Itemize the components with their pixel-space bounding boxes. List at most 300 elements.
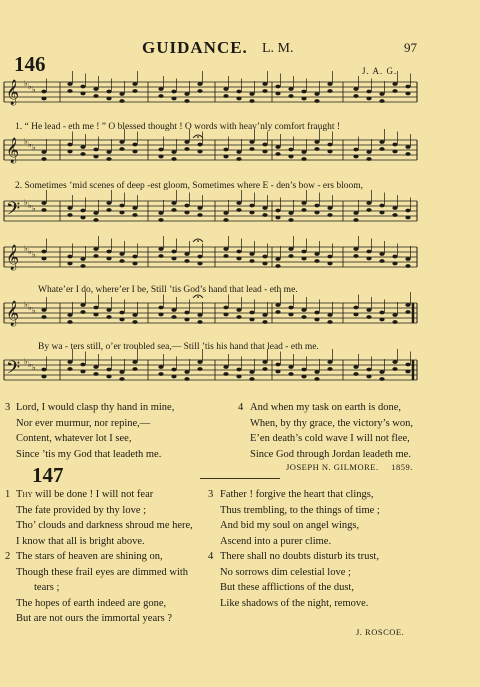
note-head (301, 308, 306, 312)
flat-icon: ♭ (24, 79, 28, 88)
note-head (80, 264, 85, 268)
note-head (366, 368, 371, 372)
flat-icon: ♭ (28, 247, 32, 256)
note-head (223, 365, 228, 369)
note-head (262, 313, 267, 317)
verse-line: E’en death’s cold wave I will not flee, (250, 433, 410, 444)
note-head (379, 211, 384, 215)
author-name: JOSEPH N. GILMORE. (286, 462, 379, 472)
note-head (366, 208, 371, 212)
note-head (262, 150, 267, 154)
note-head (80, 209, 85, 213)
note-head (158, 218, 163, 222)
note-head (223, 306, 228, 310)
note-head (119, 377, 124, 381)
note-head (249, 140, 254, 144)
note-head (184, 92, 189, 96)
verse-number: 4 (208, 551, 214, 562)
hymn147-verse-1 (5, 487, 220, 549)
flat-icon: ♭ (32, 85, 36, 94)
note-head (262, 255, 267, 259)
note-head (106, 150, 111, 154)
note-head (366, 157, 371, 161)
note-head (236, 257, 241, 261)
note-head (223, 218, 228, 222)
fermata-dot (197, 240, 199, 242)
verse-line: Father ! forgive the heart that clings, (220, 489, 374, 500)
note-head (379, 370, 384, 374)
note-head (236, 208, 241, 212)
note-head (275, 370, 280, 374)
verse-number: 4 (238, 402, 244, 413)
note-head (236, 90, 241, 94)
note-head (353, 94, 358, 98)
note-head (93, 365, 98, 369)
note-head (158, 87, 163, 91)
note-head (262, 89, 267, 93)
note-head (288, 365, 293, 369)
verse-line: There shall no doubts disturb its trust, (220, 551, 379, 562)
note-head (405, 264, 410, 268)
note-head (288, 306, 293, 310)
verse-line: No sorrows dim celestial love ; (220, 566, 351, 578)
note-head (314, 370, 319, 374)
note-head (314, 140, 319, 144)
note-head (236, 97, 241, 101)
note-head (67, 367, 72, 371)
note-head (184, 147, 189, 151)
note-head (249, 311, 254, 315)
note-head (353, 155, 358, 159)
note-head (93, 148, 98, 152)
note-head (106, 375, 111, 379)
note-head (158, 247, 163, 251)
note-head (67, 262, 72, 266)
note-head (197, 213, 202, 217)
note-head (80, 145, 85, 149)
note-head (379, 311, 384, 315)
note-head (275, 92, 280, 96)
note-head (171, 375, 176, 379)
note-head (314, 311, 319, 315)
note-head (301, 368, 306, 372)
note-head (392, 213, 397, 217)
note-head (392, 313, 397, 317)
flat-icon: ♭ (24, 137, 28, 146)
note-head (353, 254, 358, 258)
note-head (379, 147, 384, 151)
note-head (197, 262, 202, 266)
note-head (41, 150, 46, 154)
note-head (405, 303, 410, 307)
note-head (275, 145, 280, 149)
note-head (106, 208, 111, 212)
note-head (67, 320, 72, 324)
note-head (262, 82, 267, 86)
note-head (41, 308, 46, 312)
note-head (41, 208, 46, 212)
note-head (80, 363, 85, 367)
note-head (379, 377, 384, 381)
verse-line: Like shadows of the night, remove. (220, 597, 369, 609)
note-head (197, 313, 202, 317)
note-head (171, 368, 176, 372)
note-head (405, 152, 410, 156)
note-head (366, 97, 371, 101)
note-head (262, 206, 267, 210)
note-head (67, 89, 72, 93)
note-head (80, 92, 85, 96)
note-head (392, 262, 397, 266)
note-head (288, 155, 293, 159)
note-head (158, 211, 163, 215)
note-head (327, 206, 332, 210)
note-head (119, 99, 124, 103)
note-head (93, 247, 98, 251)
flat-icon: ♭ (32, 250, 36, 259)
note-head (171, 201, 176, 205)
note-head (119, 311, 124, 315)
note-head (158, 148, 163, 152)
note-head (379, 99, 384, 103)
hymn147-verse-4 (208, 549, 473, 611)
note-head (197, 255, 202, 259)
flat-icon: ♭ (24, 198, 28, 207)
note-head (327, 82, 332, 86)
note-head (41, 375, 46, 379)
note-head (353, 211, 358, 215)
verse-line: tears ; (34, 582, 60, 593)
note-head (366, 90, 371, 94)
note-head (158, 155, 163, 159)
note-head (353, 313, 358, 317)
note-head (275, 257, 280, 261)
note-head (392, 89, 397, 93)
note-head (197, 360, 202, 364)
verse-line: Since God through Jordan leadeth me. (250, 448, 411, 460)
note-head (41, 368, 46, 372)
note-head (197, 82, 202, 86)
flat-icon: ♭ (32, 306, 36, 315)
author-signature (286, 462, 413, 472)
note-head (405, 85, 410, 89)
verse-number: 3 (208, 489, 214, 500)
note-head (314, 204, 319, 208)
note-head (353, 87, 358, 91)
note-head (392, 367, 397, 371)
note-head (223, 247, 228, 251)
note-head (288, 372, 293, 376)
note-head (223, 372, 228, 376)
note-head (314, 377, 319, 381)
note-head (236, 150, 241, 154)
note-head (236, 368, 241, 372)
note-head (379, 252, 384, 256)
note-head (392, 82, 397, 86)
note-head (301, 208, 306, 212)
note-head (262, 367, 267, 371)
note-head (41, 201, 46, 205)
note-head (379, 318, 384, 322)
note-head (197, 320, 202, 324)
note-head (314, 147, 319, 151)
note-head (275, 152, 280, 156)
note-head (366, 257, 371, 261)
note-head (249, 370, 254, 374)
note-head (132, 320, 137, 324)
note-head (379, 140, 384, 144)
note-head (327, 320, 332, 324)
note-head (41, 315, 46, 319)
note-head (197, 89, 202, 93)
flat-icon: ♭ (24, 300, 28, 309)
note-head (223, 148, 228, 152)
note-head (249, 318, 254, 322)
note-head (275, 85, 280, 89)
note-head (288, 254, 293, 258)
note-head (236, 250, 241, 254)
verse-line: I know that all is bright above. (16, 535, 145, 547)
note-head (249, 211, 254, 215)
hymn-number: 146 (14, 52, 46, 76)
note-head (41, 97, 46, 101)
note-head (184, 211, 189, 215)
note-head (119, 140, 124, 144)
note-head (184, 318, 189, 322)
note-head (288, 218, 293, 222)
note-head (132, 206, 137, 210)
note-head (132, 89, 137, 93)
note-head (249, 99, 254, 103)
flat-icon: ♭ (24, 357, 28, 366)
note-head (288, 87, 293, 91)
note-head (327, 143, 332, 147)
note-head (392, 320, 397, 324)
note-head (236, 315, 241, 319)
note-head (67, 206, 72, 210)
note-head (301, 315, 306, 319)
note-head (93, 254, 98, 258)
lyric-line-3: Whate’er I do, where’er I be, Still ’tis God’s hand that lead - eth me. (38, 285, 298, 295)
note-head (262, 262, 267, 266)
verse-line: And when my task on earth is done, (250, 402, 402, 413)
note-head (288, 247, 293, 251)
note-head (366, 250, 371, 254)
note-head (119, 211, 124, 215)
note-head (41, 250, 46, 254)
note-head (405, 145, 410, 149)
note-head (184, 370, 189, 374)
note-head (249, 92, 254, 96)
note-head (67, 213, 72, 217)
note-head (301, 90, 306, 94)
note-head (158, 94, 163, 98)
note-head (132, 367, 137, 371)
note-head (275, 303, 280, 307)
note-head (405, 370, 410, 374)
note-head (327, 313, 332, 317)
note-head (132, 313, 137, 317)
note-head (41, 257, 46, 261)
note-head (275, 363, 280, 367)
note-head (366, 315, 371, 319)
note-head (223, 313, 228, 317)
note-head (405, 216, 410, 220)
note-head (314, 211, 319, 215)
flat-icon: ♭ (28, 360, 32, 369)
note-head (41, 157, 46, 161)
note-head (132, 262, 137, 266)
note-head (236, 157, 241, 161)
note-head (314, 252, 319, 256)
hymn147-verse-2 (5, 549, 230, 627)
flat-icon: ♭ (28, 82, 32, 91)
note-head (379, 204, 384, 208)
note-head (288, 94, 293, 98)
note-head (184, 311, 189, 315)
note-head (275, 264, 280, 268)
verse-number: 3 (5, 402, 11, 413)
verse-line: The stars of heaven are shining on, (16, 551, 163, 562)
note-head (171, 90, 176, 94)
note-head (327, 150, 332, 154)
first-word: Thy (16, 489, 33, 500)
note-head (353, 148, 358, 152)
note-head (405, 257, 410, 261)
note-head (158, 372, 163, 376)
note-head (301, 257, 306, 261)
note-head (119, 370, 124, 374)
note-head (353, 372, 358, 376)
treble-clef-icon: 𝄞 (6, 245, 20, 270)
hymn146-verse-4 (238, 400, 473, 462)
note-head (80, 85, 85, 89)
note-head (41, 90, 46, 94)
note-head (184, 99, 189, 103)
note-head (67, 313, 72, 317)
note-head (301, 201, 306, 205)
note-head (379, 92, 384, 96)
note-head (223, 87, 228, 91)
flat-icon: ♭ (24, 244, 28, 253)
note-head (197, 143, 202, 147)
note-head (67, 150, 72, 154)
verse-line: Ascend into a purer clime. (220, 535, 332, 547)
note-head (67, 82, 72, 86)
note-head (327, 213, 332, 217)
fermata-dot (197, 136, 199, 138)
note-head (119, 252, 124, 256)
note-head (80, 370, 85, 374)
note-head (197, 150, 202, 154)
note-head (171, 157, 176, 161)
note-head (366, 201, 371, 205)
note-head (67, 143, 72, 147)
hymn-number: 147 (32, 463, 64, 487)
author-year: 1859. (391, 462, 413, 472)
note-head (106, 201, 111, 205)
note-head (93, 155, 98, 159)
verse-line: Content, whatever lot I see, (16, 433, 132, 444)
note-head (301, 250, 306, 254)
note-head (353, 365, 358, 369)
note-head (249, 147, 254, 151)
note-head (171, 208, 176, 212)
note-head (106, 250, 111, 254)
note-head (93, 87, 98, 91)
note-head (197, 367, 202, 371)
note-head (249, 252, 254, 256)
note-head (119, 318, 124, 322)
note-head (392, 360, 397, 364)
hymn146-verse-3 (5, 400, 225, 462)
note-head (67, 255, 72, 259)
verse-line: Tho’ clouds and darkness shroud me here, (16, 520, 193, 531)
composer-credit: J. A. G. (362, 66, 398, 76)
note-head (223, 254, 228, 258)
note-head (184, 259, 189, 263)
note-head (327, 255, 332, 259)
note-head (184, 252, 189, 256)
note-head (80, 303, 85, 307)
bass-clef-icon: 𝄢 (6, 199, 21, 224)
verse-line: And bid my soul on angel wings, (220, 520, 360, 531)
hymn-meter: L. M. (262, 41, 294, 56)
bass-clef-icon: 𝄢 (6, 358, 21, 383)
note-head (171, 257, 176, 261)
note-head (366, 150, 371, 154)
note-head (236, 201, 241, 205)
treble-clef-icon: 𝄞 (6, 301, 20, 326)
note-head (67, 360, 72, 364)
note-head (106, 97, 111, 101)
verse-line: Though these frail eyes are dimmed with (16, 566, 189, 578)
note-head (158, 254, 163, 258)
flat-icon: ♭ (28, 201, 32, 210)
note-head (93, 218, 98, 222)
note-head (301, 157, 306, 161)
note-head (171, 97, 176, 101)
lyric-line-4: By wa - ters still, o’er troubled sea,— Still ’tis his hand that lead - eth me. (38, 342, 319, 352)
note-head (275, 216, 280, 220)
note-head (301, 150, 306, 154)
fermata-dot (197, 296, 199, 298)
note-head (223, 211, 228, 215)
note-head (236, 308, 241, 312)
note-head (132, 213, 137, 217)
note-head (275, 310, 280, 314)
treble-clef-icon: 𝄞 (6, 138, 20, 163)
note-head (392, 206, 397, 210)
note-head (392, 150, 397, 154)
note-head (288, 148, 293, 152)
verse-number: 2 (5, 551, 11, 562)
note-head (301, 97, 306, 101)
note-head (184, 140, 189, 144)
note-head (80, 310, 85, 314)
note-head (184, 377, 189, 381)
note-head (171, 308, 176, 312)
verse-line: The fate provided by thy love ; (16, 504, 147, 516)
verse-line (16, 487, 220, 503)
verse-line: But these afflictions of the dust, (220, 582, 354, 593)
note-head (106, 257, 111, 261)
verse-line: Lord, I would clasp thy hand in mine, (16, 402, 175, 413)
note-head (314, 99, 319, 103)
note-head (249, 204, 254, 208)
note-head (353, 247, 358, 251)
note-head (262, 320, 267, 324)
